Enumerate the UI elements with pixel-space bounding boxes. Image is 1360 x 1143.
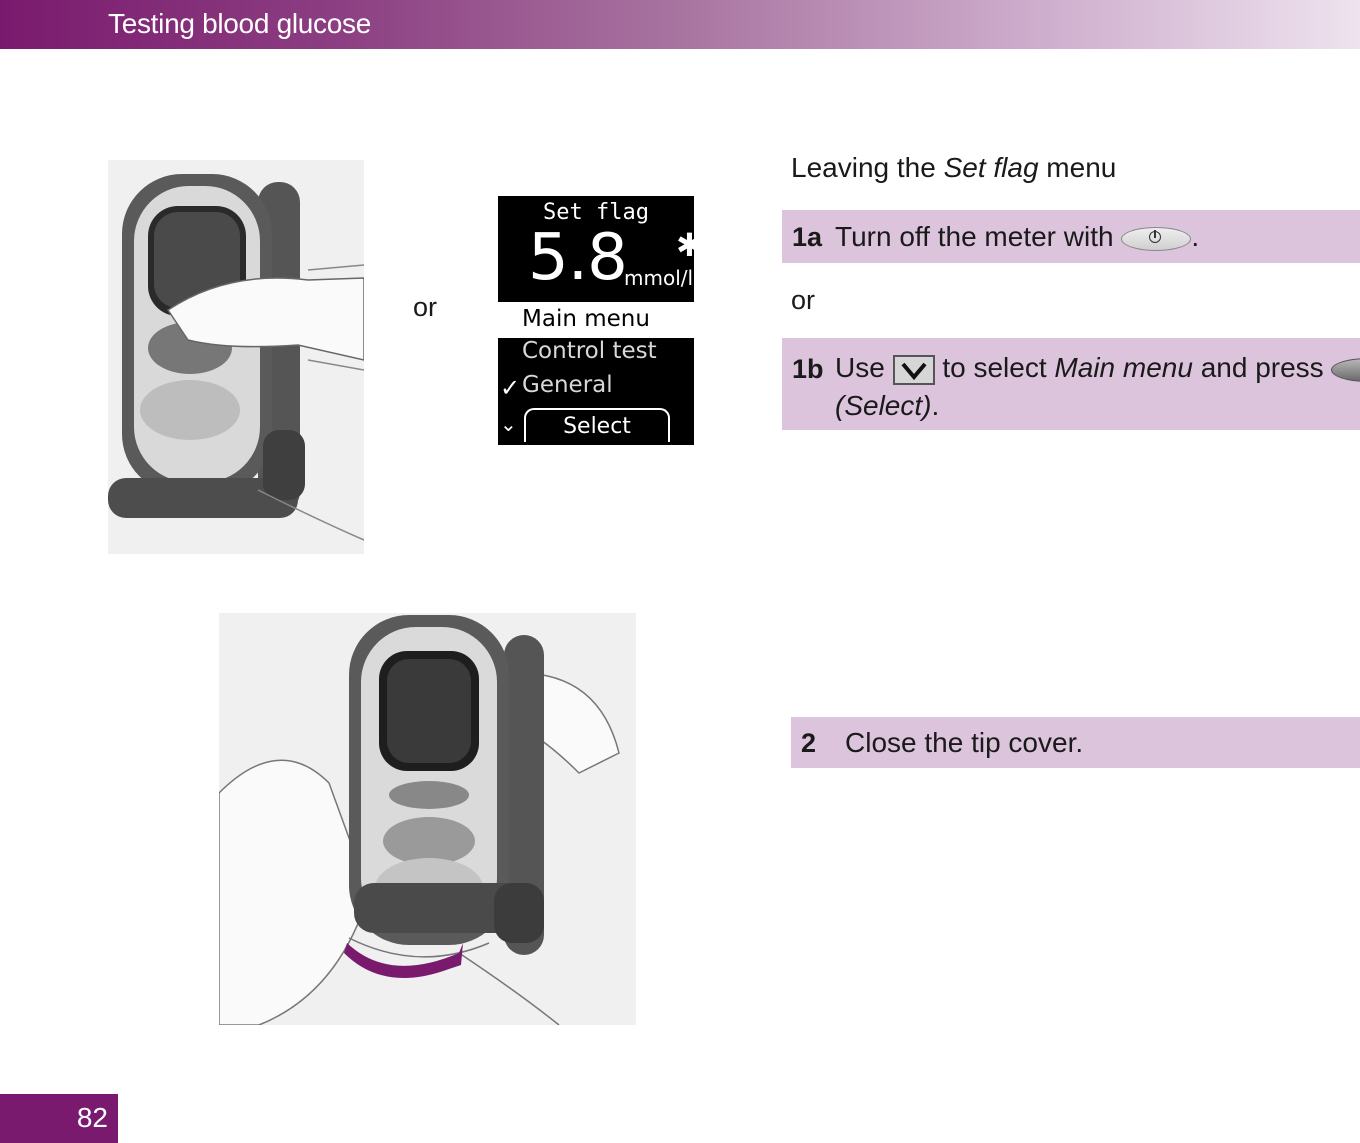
chevron-down-icon: ⌄	[500, 412, 517, 436]
lcd-main-menu-heading: Main menu	[522, 306, 650, 332]
step-number: 1b	[792, 354, 824, 384]
lcd-unit: mmol/l	[624, 266, 694, 290]
step-number: 2	[801, 728, 817, 758]
step-1a-suffix: .	[1191, 221, 1200, 252]
down-arrow-button-icon	[893, 355, 935, 385]
step-1b-mid: to select	[934, 352, 1055, 383]
step-1b-press: and press	[1192, 352, 1332, 383]
checkmark-icon: ✓	[500, 374, 521, 402]
meter-illustration-1	[108, 160, 364, 554]
step-text	[835, 352, 1360, 385]
lcd-title: Set flag	[543, 200, 649, 225]
step-1b-period: .	[931, 390, 940, 421]
intro-suffix: menu	[1038, 152, 1117, 183]
section-intro	[791, 152, 1116, 184]
meter-illustration-2	[219, 613, 636, 1025]
step-1a	[782, 210, 1360, 263]
step-1a-text: Turn off the meter with	[835, 221, 1122, 252]
intro-menu-name: Set flag	[943, 152, 1039, 183]
or-label-figure: or	[413, 292, 438, 322]
meter-photo-press-button	[108, 160, 364, 554]
lcd-menu-item: Control test	[522, 338, 657, 364]
power-button-icon	[1121, 227, 1191, 251]
lcd-set-flag-panel	[498, 196, 703, 302]
or-label-steps: or	[791, 285, 816, 315]
oval-select-button-icon	[1331, 358, 1360, 382]
lcd-divider	[498, 300, 694, 302]
step-1b	[782, 338, 1360, 430]
meter-photo-close-tip-cover	[219, 613, 636, 1025]
step-1b-select: (Select)	[835, 390, 932, 421]
page-number-box	[0, 1094, 118, 1143]
lcd-menu-panel	[498, 338, 694, 445]
lcd-glucose-value: 5.8	[528, 221, 627, 295]
intro-prefix: Leaving the	[791, 152, 944, 183]
step-2	[791, 717, 1360, 768]
page-header-title: Testing blood glucose	[108, 8, 371, 39]
step-text: Close the tip cover.	[845, 727, 1084, 758]
lcd-screen	[498, 196, 703, 445]
lcd-select-softkey: Select	[524, 408, 670, 442]
page-header	[0, 0, 1360, 49]
step-text-line2	[835, 390, 939, 422]
step-1b-use: Use	[835, 352, 893, 383]
page-number: 82	[76, 1102, 108, 1133]
asterisk-icon: ✱	[676, 226, 703, 264]
lcd-menu-item: General	[522, 372, 613, 398]
step-text	[835, 221, 1199, 253]
step-number: 1a	[792, 222, 823, 252]
step-1b-main-menu: Main menu	[1054, 352, 1193, 383]
